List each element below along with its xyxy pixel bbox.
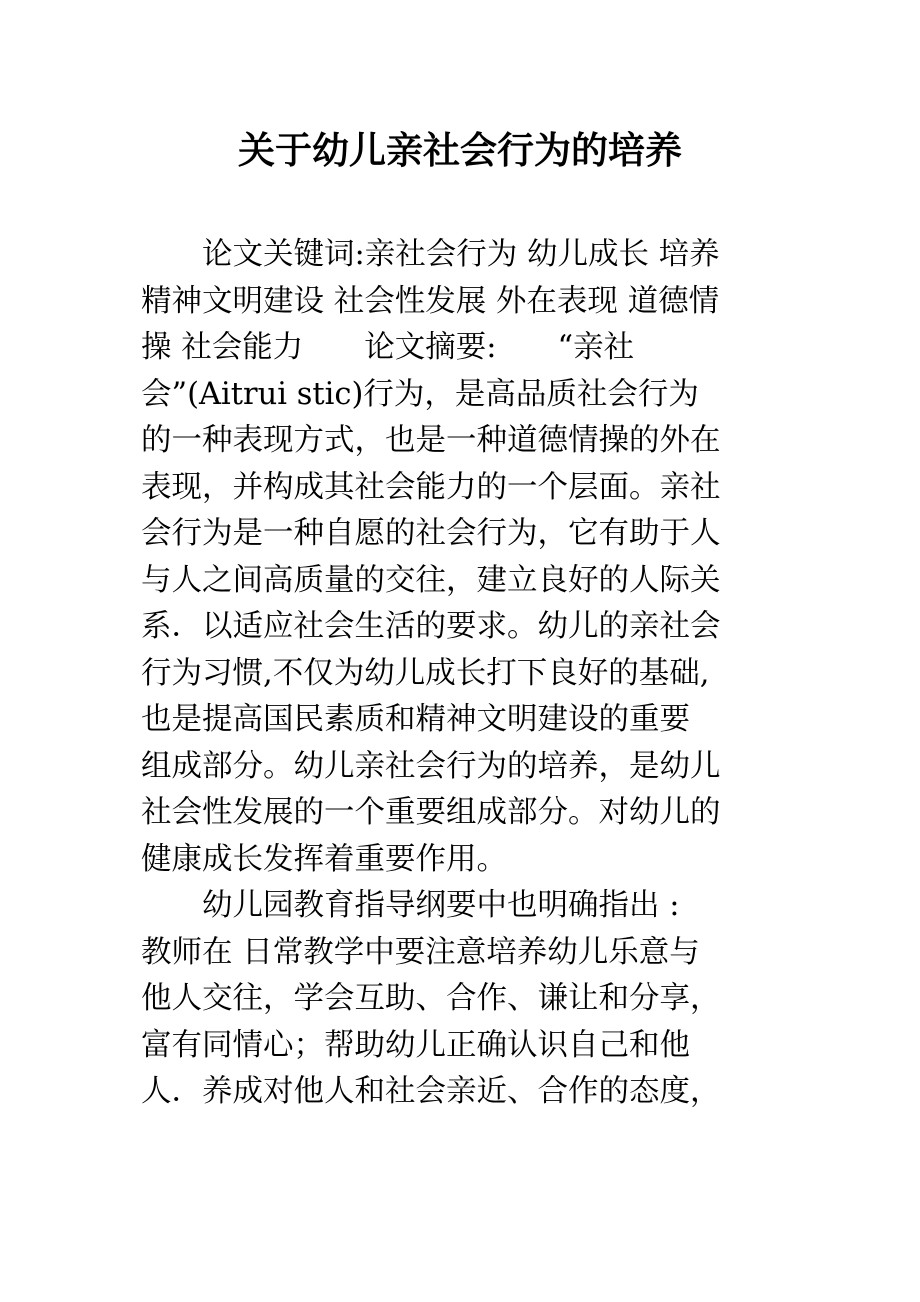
body-line-6: 表现，并构成其社会能力的一个层面。亲社 [141,469,721,505]
body-line-5: 的一种表现方式，也是一种道德情操的外在 [141,423,721,458]
body-line-16: 教师在 日常教学中要注意培养幼儿乐意与 [141,934,700,970]
body-line-19: 人．养成对他人和社会亲近、合作的态度， [141,1074,721,1109]
body-line-18: 富有同情心；帮助幼儿正确认识自己和他 [141,1027,690,1063]
document-body [141,232,801,1116]
body-line-1: 论文关键词:亲社会行为 幼儿成长 培养 [141,237,720,272]
body-line-12: 组成部分。幼儿亲社会行为的培养，是幼儿 [141,748,721,784]
body-line-9: 系．以适应社会生活的要求。幼儿的亲社会 [141,609,721,644]
body-line-3: 操 社会能力 论文摘要: “亲社 [141,330,635,365]
body-line-13: 社会性发展的一个重要组成部分。对幼儿的 [141,795,721,830]
body-line-17: 他人交往，学会互助、合作、谦让和分享， [141,981,721,1016]
body-line-14: 健康成长发挥着重要作用。 [141,841,507,877]
body-line-15: 幼儿园教育指导纲要中也明确指出 : [141,888,680,923]
body-line-2: 精神文明建设 社会性发展 外在表现 道德情 [141,283,720,319]
document-title: 关于幼儿亲社会行为的培养 [238,128,682,172]
body-line-7: 会行为是一种自愿的社会行为，它有助于人 [141,516,721,551]
body-line-8: 与人之间高质量的交往，建立良好的人际关 [141,562,721,598]
body-line-10: 行为习惯,不仅为幼儿成长打下良好的基础, [141,655,710,691]
body-line-4: 会”(Aitrui stic)行为，是高品质社会行为 [141,376,699,412]
body-line-11: 也是提高国民素质和精神文明建设的重要 [141,702,690,737]
